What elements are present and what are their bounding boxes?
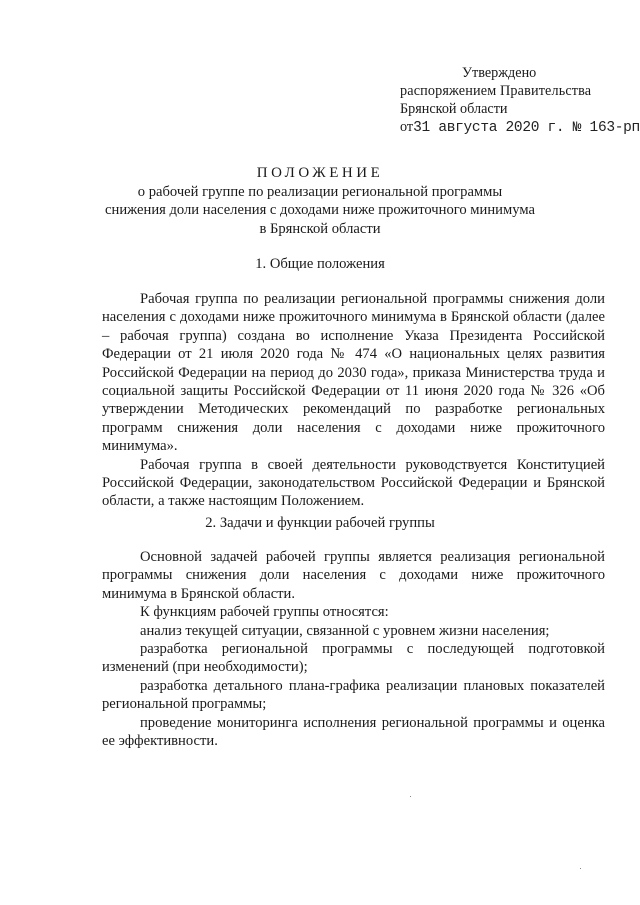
section-2-paragraph-4: разработка региональной программы с последующей подготовкой изменений (при необходимости);	[102, 641, 605, 676]
title-subtitle-line-3: в Брянской области	[259, 220, 381, 237]
section-2-paragraph-5: разработка детального плана-графика реализации плановых показателей региональной программы;	[102, 677, 605, 713]
approval-region: Брянской области	[400, 101, 508, 117]
section-1-heading: 1. Общие положения	[255, 256, 385, 272]
title-subtitle-line-2: снижения доли населения с доходами ниже прожиточного минимума	[105, 202, 535, 218]
section-1-paragraph-1: Рабочая группа по реализации региональной программы снижения доли населения с доходами ниже прожиточного минимума в Брянской области (далее – рабочая группа) создана во исполнение Указа Президента Российской Федерации от 21 июля 2020 года № 474 «О национальных целях развития Российской Федерации на период до 2030 года», приказа Министерства труда и социальной защиты Российской Федерации от 11 июня 2020 года № 326 «Об утверждении Методических рекомендаций по разработке региональных программ снижения доли населения с доходами ниже прожиточного минимума».	[102, 291, 605, 455]
approval-block	[400, 64, 640, 137]
title-main: ПОЛОЖЕНИЕ	[256, 165, 384, 181]
approval-heading: Утверждено	[462, 65, 537, 81]
scan-speck	[580, 868, 581, 869]
title-subtitle-line-1: о рабочей группе по реализации региональной программы	[137, 183, 503, 200]
approval-decree: распоряжением Правительства	[400, 83, 592, 99]
section-1-body	[102, 290, 605, 511]
section-2-paragraph-1: Основной задачей рабочей группы является реализация региональной программы снижения доли населения с доходами ниже прожиточного минимума в Брянской области.	[102, 549, 605, 602]
section-2-heading: 2. Задачи и функции рабочей группы	[205, 515, 435, 531]
document-title	[60, 164, 580, 238]
approval-date-line	[400, 118, 640, 137]
section-2-paragraph-6: проведение мониторинга исполнения региональной программы и оценка ее эффективности.	[102, 714, 605, 750]
scan-speck	[410, 796, 411, 797]
section-2-body	[102, 548, 605, 750]
section-1-paragraph-2: Рабочая группа в своей деятельности руководствуется Конституцией Российской Федерации, законодательством Российской Федерации и Брянской области, а также настоящим Положением.	[102, 456, 605, 510]
section-2-paragraph-3: анализ текущей ситуации, связанной с уровнем жизни населения;	[140, 622, 550, 639]
section-2-paragraph-2: К функциям рабочей группы относятся:	[140, 604, 389, 621]
approval-date-stamp: 31 августа 2020 г. № 163-рп	[413, 120, 640, 136]
approval-date-prefix: от	[400, 119, 414, 135]
